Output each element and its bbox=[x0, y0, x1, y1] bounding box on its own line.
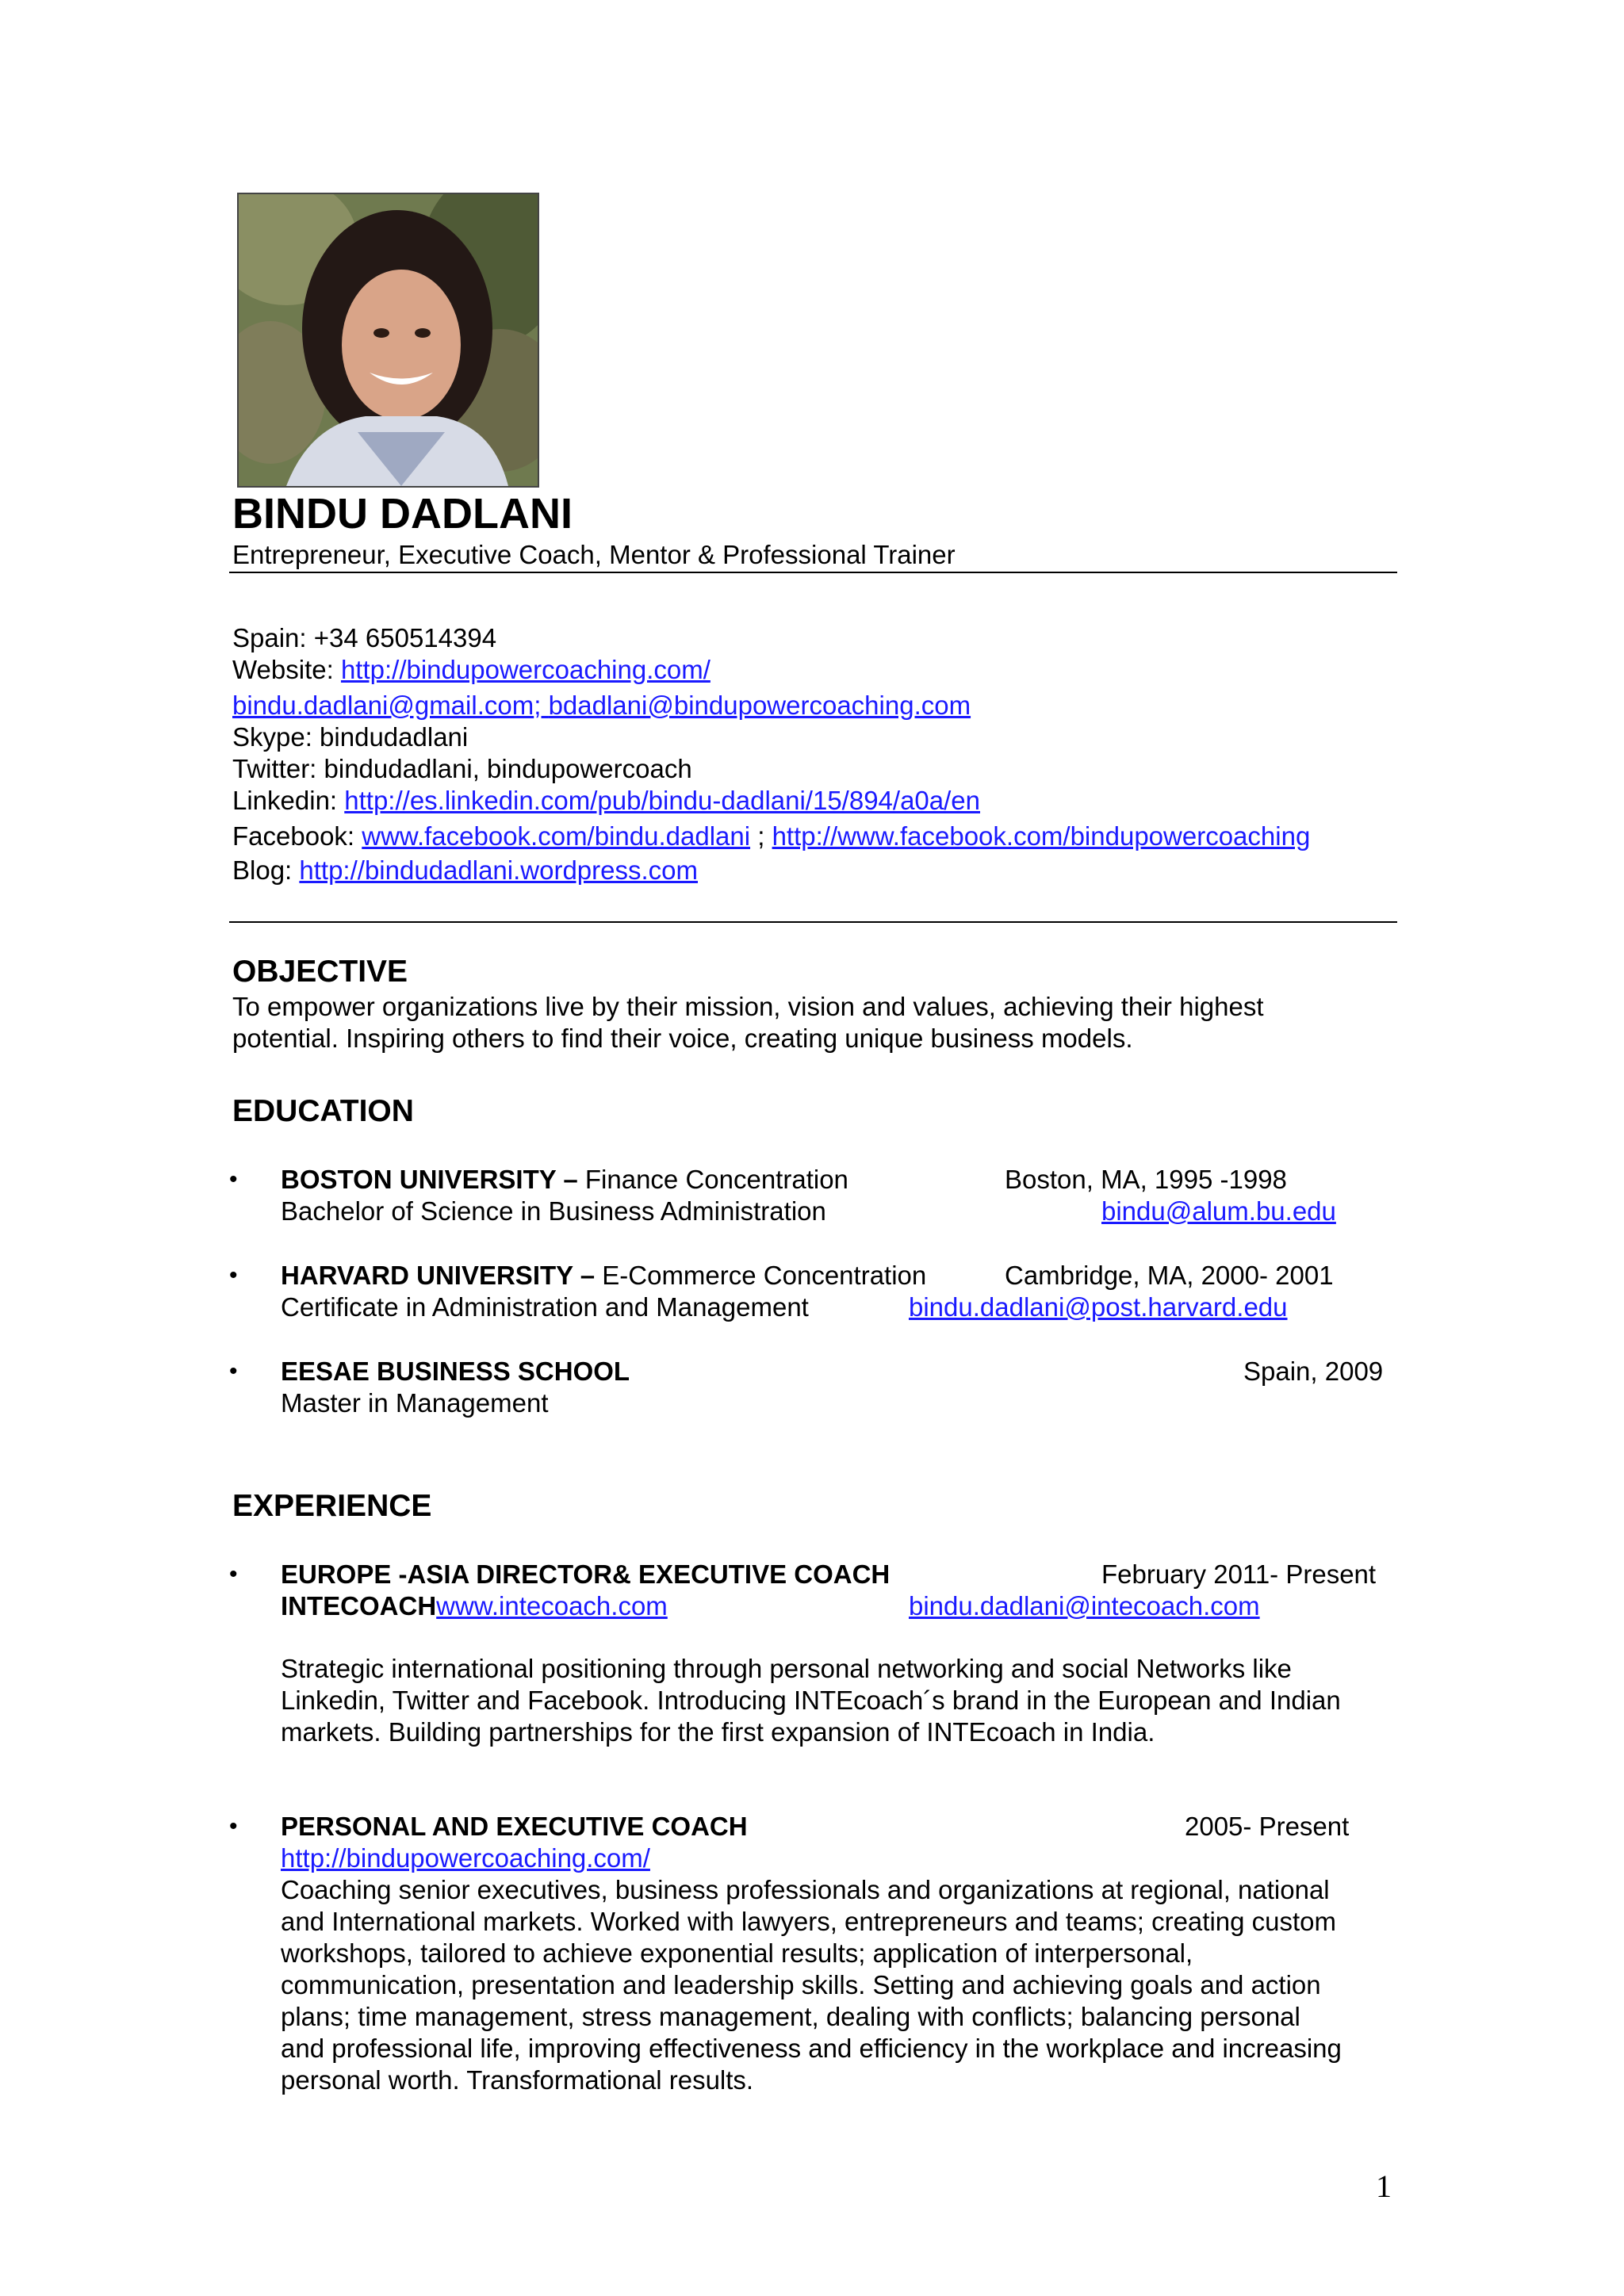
contact-skype: Skype: bindudadlani bbox=[232, 722, 469, 752]
contact-blog bbox=[232, 855, 698, 886]
objective-line-2: potential. Inspiring others to find their voice, creating unique business models. bbox=[232, 1024, 1133, 1053]
experience-item-1-email[interactable]: bindu.dadlani@intecoach.com bbox=[909, 1591, 1260, 1621]
profile-photo bbox=[237, 193, 539, 488]
contact-website bbox=[232, 654, 710, 686]
school-name: BOSTON UNIVERSITY – bbox=[281, 1165, 578, 1194]
education-item-1-place-date: Boston, MA, 1995 -1998 bbox=[1005, 1165, 1287, 1194]
experience-item-1-title: EUROPE -ASIA DIRECTOR& EXECUTIVE COACH bbox=[281, 1559, 891, 1589]
contact-emails bbox=[232, 690, 971, 721]
education-item-1-title bbox=[281, 1164, 848, 1196]
page-number: 1 bbox=[1376, 2168, 1392, 2204]
education-item-2-degree: Certificate in Administration and Management bbox=[281, 1292, 809, 1322]
experience-heading: EXPERIENCE bbox=[232, 1489, 432, 1523]
experience-item-1-company bbox=[281, 1590, 668, 1622]
linkedin-label: Linkedin: bbox=[232, 786, 345, 815]
contact-linkedin bbox=[232, 785, 980, 817]
experience-item-2-desc-line: Coaching senior executives, business professionals and organizations at regional, national bbox=[281, 1875, 1330, 1904]
concentration: Finance Concentration bbox=[577, 1165, 848, 1194]
concentration: E-Commerce Concentration bbox=[595, 1261, 927, 1290]
blog-link[interactable]: http://bindudadlani.wordpress.com bbox=[299, 855, 699, 885]
experience-item-2-desc-line: plans; time management, stress management, dealing with conflicts; balancing personal bbox=[281, 2002, 1300, 2031]
experience-item-1-desc-line: Strategic international positioning through personal networking and social Networks like bbox=[281, 1654, 1292, 1683]
facebook-link-business[interactable]: http://www.facebook.com/bindupowercoaching bbox=[772, 821, 1311, 851]
education-item-2-place-date: Cambridge, MA, 2000- 2001 bbox=[1005, 1261, 1334, 1290]
bullet-marker: • bbox=[229, 1262, 238, 1288]
experience-item-1-date: February 2011- Present bbox=[1101, 1559, 1377, 1589]
facebook-separator: ; bbox=[750, 821, 772, 851]
header-divider bbox=[229, 572, 1397, 573]
education-item-2-email[interactable]: bindu.dadlani@post.harvard.edu bbox=[909, 1292, 1288, 1322]
website-link[interactable]: http://bindupowercoaching.com/ bbox=[340, 655, 710, 684]
education-heading: EDUCATION bbox=[232, 1094, 414, 1128]
experience-item-2-title: PERSONAL AND EXECUTIVE COACH bbox=[281, 1812, 748, 1841]
bullet-marker: • bbox=[229, 1358, 238, 1384]
education-item-3-title bbox=[281, 1356, 630, 1387]
company-website-link[interactable]: www.intecoach.com bbox=[436, 1591, 668, 1621]
education-item-2-title bbox=[281, 1260, 926, 1292]
facebook-label: Facebook: bbox=[232, 821, 362, 851]
school-name: EESAE BUSINESS SCHOOL bbox=[281, 1357, 630, 1386]
linkedin-link[interactable]: http://es.linkedin.com/pub/bindu-dadlani/15/894/a0a/en bbox=[344, 786, 981, 815]
candidate-name: BINDU DADLANI bbox=[232, 490, 573, 538]
email-link-bindupowercoaching[interactable]: bdadlani@bindupowercoaching.com bbox=[548, 691, 971, 720]
email-separator: ; bbox=[534, 691, 549, 720]
experience-item-2-desc-line: and International markets. Worked with lawyers, entrepreneurs and teams; creating custom bbox=[281, 1907, 1337, 1936]
objective-line-1: To empower organizations live by their mission, vision and values, achieving their highest bbox=[232, 992, 1264, 1021]
experience-item-2-desc-line: workshops, tailored to achieve exponential results; application of interpersonal, bbox=[281, 1938, 1193, 1968]
bullet-marker: • bbox=[229, 1166, 238, 1192]
education-item-1-email[interactable]: bindu@alum.bu.edu bbox=[1101, 1196, 1336, 1226]
bullet-marker: • bbox=[229, 1813, 238, 1839]
school-name: HARVARD UNIVERSITY – bbox=[281, 1261, 596, 1290]
bullet-marker: • bbox=[229, 1561, 238, 1587]
profile-photo-image bbox=[239, 194, 538, 486]
experience-item-2-desc-line: communication, presentation and leadership skills. Setting and achieving goals and action bbox=[281, 1970, 1321, 1999]
experience-item-2-desc-line: personal worth. Transformational results. bbox=[281, 2065, 754, 2095]
experience-item-2-link[interactable]: http://bindupowercoaching.com/ bbox=[281, 1843, 650, 1873]
experience-item-2-date: 2005- Present bbox=[1185, 1812, 1350, 1841]
company-name: INTECOACH bbox=[281, 1591, 437, 1621]
website-label: Website: bbox=[232, 655, 341, 684]
education-item-1-degree: Bachelor of Science in Business Administration bbox=[281, 1196, 826, 1226]
blog-label: Blog: bbox=[232, 855, 300, 885]
education-item-3-degree: Master in Management bbox=[281, 1388, 549, 1418]
contact-facebook bbox=[232, 821, 1310, 852]
contact-twitter: Twitter: bindudadlani, bindupowercoach bbox=[232, 754, 692, 783]
education-item-3-place-date: Spain, 2009 bbox=[1243, 1357, 1384, 1386]
facebook-link-personal[interactable]: www.facebook.com/bindu.dadlani bbox=[362, 821, 751, 851]
email-link-gmail[interactable]: bindu.dadlani@gmail.com bbox=[232, 691, 534, 720]
experience-item-1-desc-line: markets. Building partnerships for the first expansion of INTEcoach in India. bbox=[281, 1717, 1155, 1747]
contact-phone: Spain: +34 650514394 bbox=[232, 623, 497, 652]
candidate-subtitle: Entrepreneur, Executive Coach, Mentor & Professional Trainer bbox=[232, 540, 956, 569]
contact-divider bbox=[229, 921, 1397, 923]
experience-item-1-desc-line: Linkedin, Twitter and Facebook. Introducing INTEcoach´s brand in the European and Indian bbox=[281, 1686, 1341, 1715]
experience-item-2-desc-line: and professional life, improving effectiveness and efficiency in the workplace and increasing bbox=[281, 2034, 1342, 2063]
objective-heading: OBJECTIVE bbox=[232, 955, 408, 989]
